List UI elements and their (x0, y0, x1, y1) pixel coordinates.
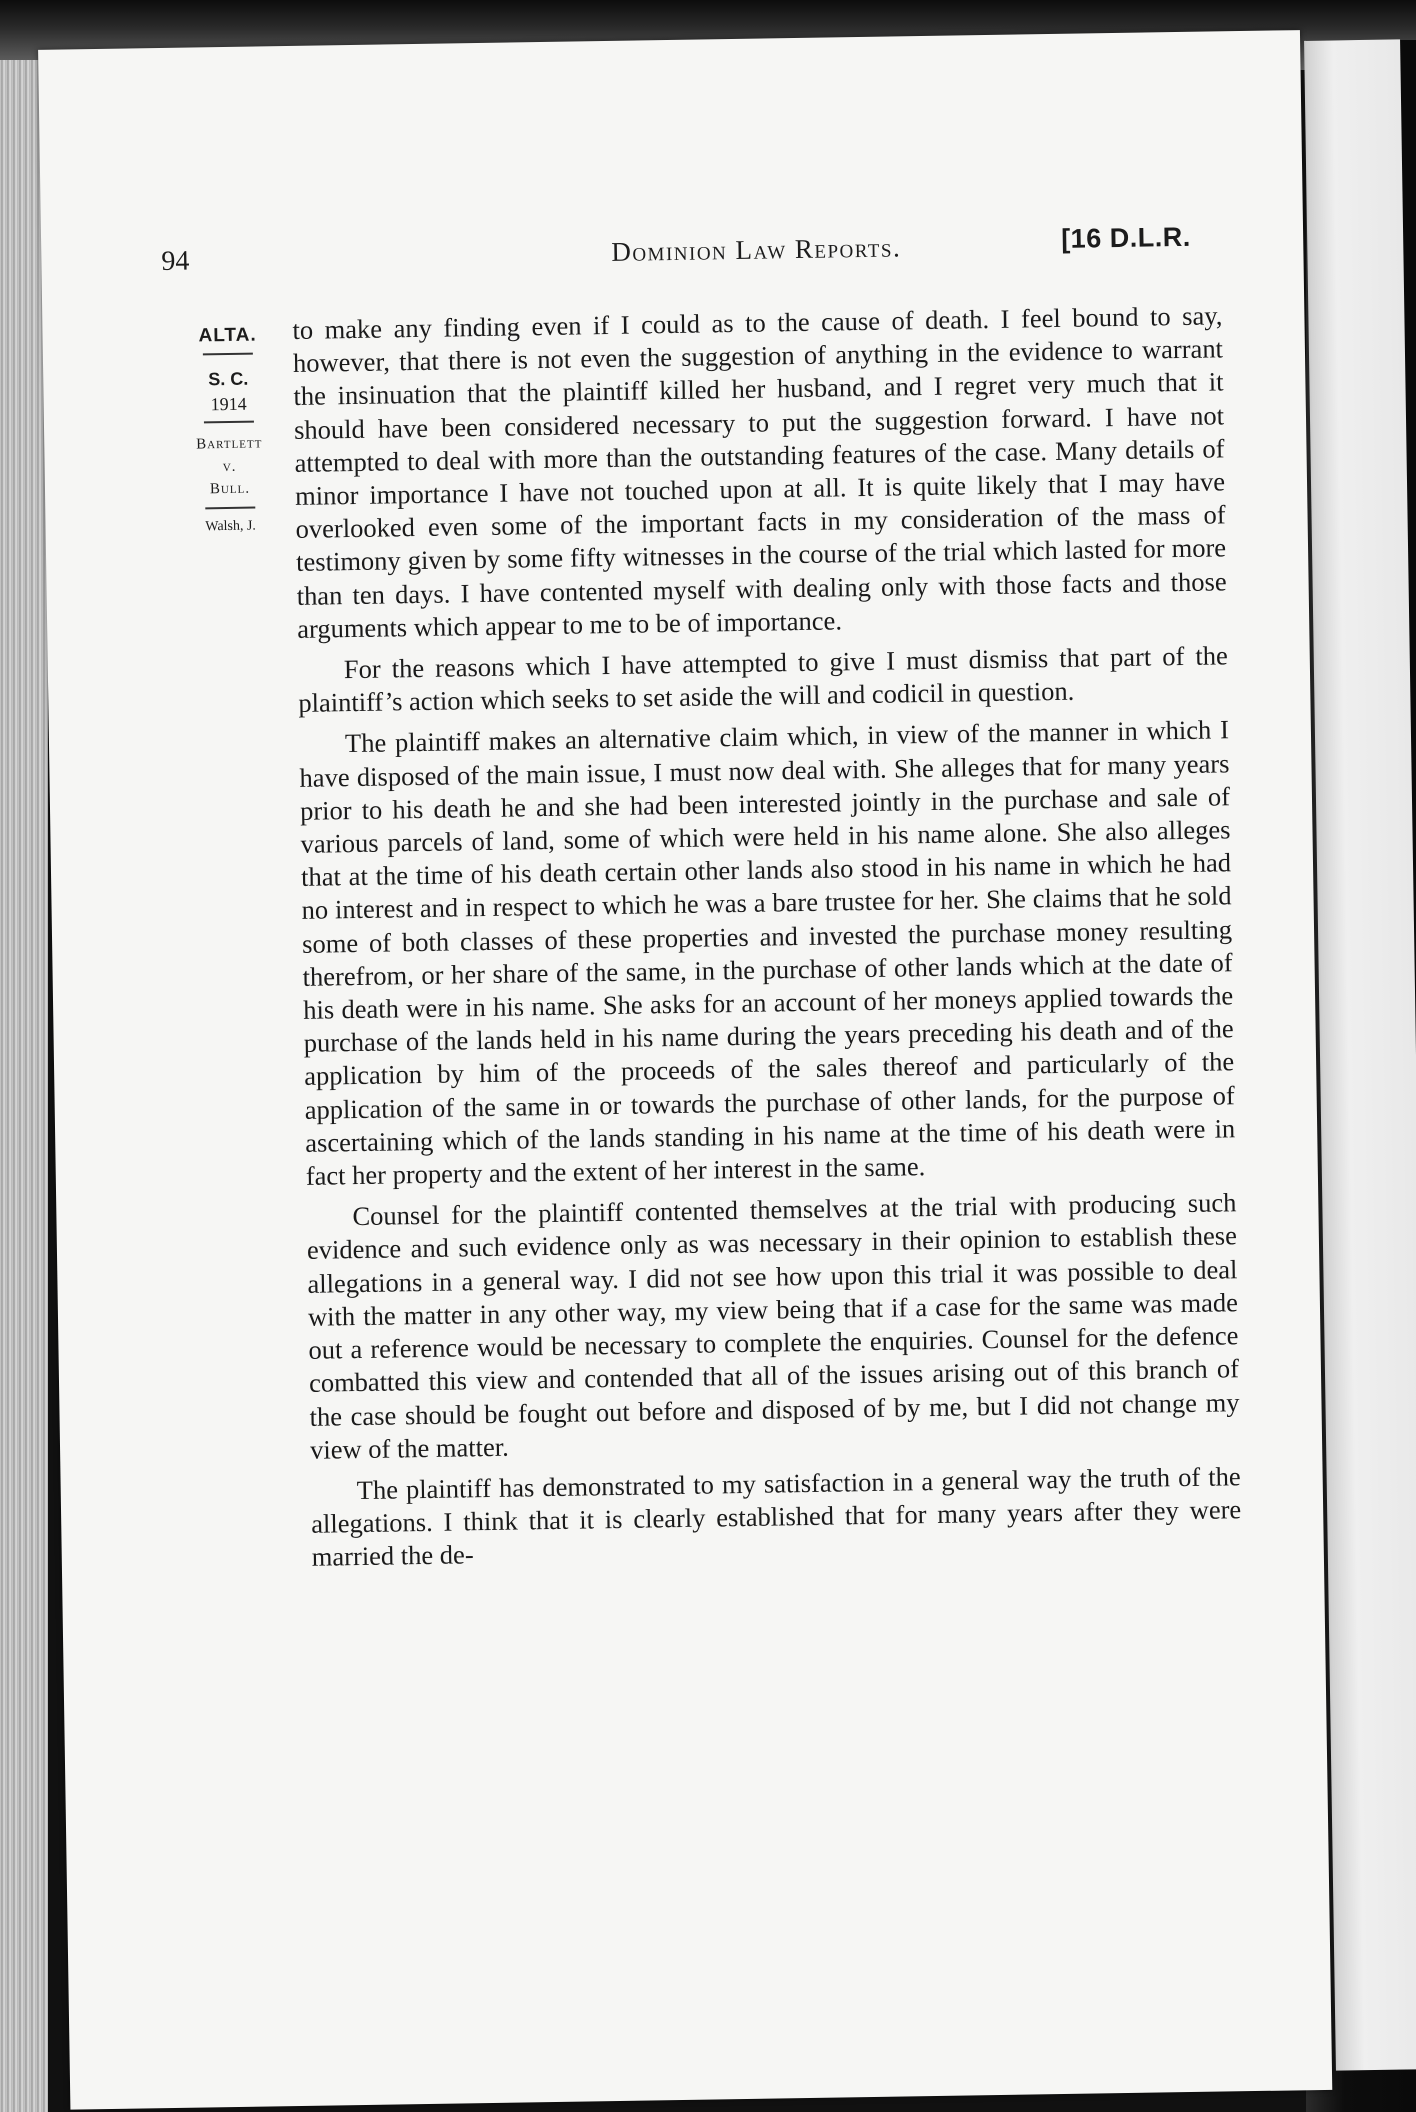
sidenote-divider (205, 506, 255, 509)
sidenote-province: ALTA. (198, 324, 257, 347)
paragraph: The plaintiff makes an alternative claim which, in view of the manner in which I have disposed of the main issue, I must now deal with. She alleges that for many years prior to his death he and she had been interested jointly in the purchase and sale of various parcels of land, some of which were held in his name alone. She also alleges that at the time of his death certain other lands also stood in his name in which he had no interest and in respect to which he was a bare trustee for her. She claims that he sold some of both classes of these properties and invested the purchase money resulting therefrom, or her share of the same, in the purchase of other lands which at the date of his death were in his name. She asks for an account of her moneys applied towards the purchase of the lands held in his name during the years preceding his death and of the application by him of the proceeds of the sales thereof and particularly of the application of the same in or towards the purchase of other lands, for the purpose of ascertaining which of the lands standing in his name at the time of his death were in fact her property and the extent of her interest in the same. (299, 714, 1236, 1191)
sidenote-case-defendant: Bull. (209, 480, 251, 498)
sidenote-judge: Walsh, J. (205, 518, 256, 534)
journal-title: Dominion Law Reports. (611, 232, 902, 267)
page-number: 94 (161, 245, 190, 277)
sidenote-divider (203, 353, 253, 356)
running-head (161, 222, 1211, 278)
book-left-edge (0, 60, 48, 2112)
judgment-body (292, 299, 1242, 1582)
sidenote-case-name (164, 432, 295, 502)
sidenote-year: 1914 (210, 393, 247, 415)
sidenote-divider (204, 421, 254, 424)
margin-sidenote (162, 324, 295, 536)
paragraph: The plaintiff has demonstrated to my satisfaction in a general way the truth of the allegations. I think that it is clearly established that for many years after they were married the de- (311, 1461, 1242, 1573)
sidenote-court: S. C. (208, 368, 249, 390)
page-sheet (38, 30, 1332, 2110)
sidenote-case-versus: v. (222, 458, 237, 475)
paragraph: Counsel for the plaintiff contented themselves at the trial with producing such evidence and such evidence only as was necessary in their opinion to establish these allegations in a general way. I did not see how upon this trial it was possible to deal with the matter in any other way, my view being that if a case for the same was made out a reference would be necessary to complete the enquiries. Counsel for the defence combatted this view and contended that all of the issues arising out of this branch of the case should be fought out before and disposed of by me, but I did not change my view of the matter. (306, 1187, 1240, 1465)
paragraph: For the reasons which I have attempted to give I must dismiss that part of the plaintiff’s action which seeks to set aside the will and codicil in question. (298, 640, 1228, 719)
volume-reference: [16 D.L.R. (1060, 221, 1191, 254)
paragraph: to make any finding even if I could as to the cause of death. I feel bound to say, however, that there is not even the suggestion of anything in the evidence to warrant the insinuation that the plaintiff killed her husband, and I regret very much that it should have been considered necessary to put the suggestion forward. I have not attempted to deal with more than the outstanding features of the case. Many details of minor importance I have not touched upon at all. It is quite likely that I may have overlooked even some of the important facts in my consideration of the mass of testimony given by some fifty witnesses in the course of the trial which lasted for more than ten days. I have contented myself with dealing only with those facts and those arguments which appear to me to be of importance. (292, 300, 1227, 644)
sidenote-case-plaintiff: Bartlett (196, 435, 263, 453)
